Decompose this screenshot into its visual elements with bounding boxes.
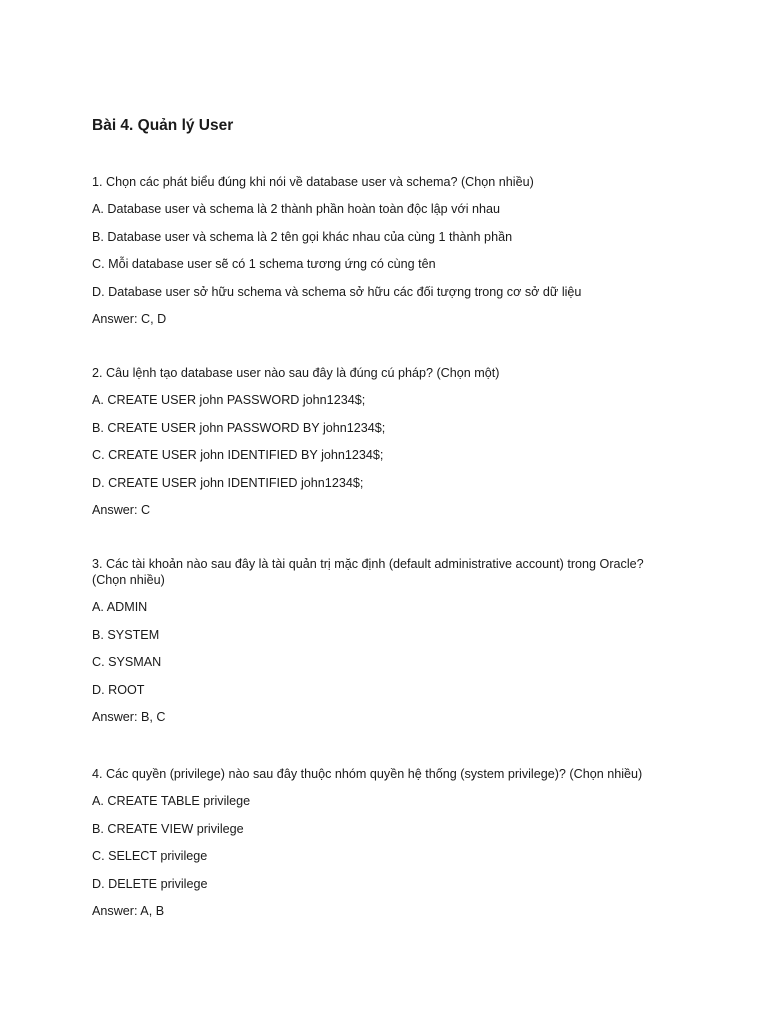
question-block-4 — [92, 766, 682, 919]
question-text: 2. Câu lệnh tạo database user nào sau đây là đúng cú pháp? (Chọn một) — [92, 366, 500, 380]
option-a: A. CREATE TABLE privilege — [92, 794, 251, 808]
option-b: B. CREATE USER john PASSWORD BY john1234$; — [92, 420, 386, 435]
option-d: D. DELETE privilege — [92, 876, 208, 891]
question-block-1 — [92, 174, 682, 327]
question-block-3 — [92, 556, 682, 725]
option-c: C. Mỗi database user sẽ có 1 schema tương ứng có cùng tên — [92, 257, 436, 271]
option-c: C. SYSMAN — [92, 655, 162, 669]
option-c: C. SELECT privilege — [92, 849, 208, 863]
answer-text: Answer: B, C — [92, 710, 166, 724]
option-a: A. CREATE USER john PASSWORD john1234$; — [92, 393, 366, 407]
question-text: 4. Các quyền (privilege) nào sau đây thuộc nhóm quyền hệ thống (system privilege)? (Chọn nhiều) — [92, 767, 643, 781]
answer-text: Answer: C — [92, 503, 151, 517]
question-text: 3. Các tài khoản nào sau đây là tài quản trị mặc định (default administrative account) trong Oracle? (Chọn nhiều) — [92, 557, 644, 587]
option-b: B. Database user và schema là 2 tên gọi khác nhau của cùng 1 thành phần — [92, 229, 513, 244]
answer-text: Answer: A, B — [92, 904, 165, 918]
option-d: D. Database user sở hữu schema và schema sở hữu các đối tượng trong cơ sở dữ liệu — [92, 284, 582, 299]
question-block-2 — [92, 365, 682, 518]
option-d: D. CREATE USER john IDENTIFIED john1234$; — [92, 475, 364, 490]
option-d: D. ROOT — [92, 682, 145, 697]
option-a: A. Database user và schema là 2 thành phần hoàn toàn độc lập với nhau — [92, 202, 501, 216]
option-c: C. CREATE USER john IDENTIFIED BY john1234$; — [92, 448, 384, 462]
option-b: B. SYSTEM — [92, 627, 160, 642]
option-a: A. ADMIN — [92, 600, 148, 614]
option-b: B. CREATE VIEW privilege — [92, 821, 244, 836]
page-title: Bài 4. Quản lý User — [92, 117, 234, 134]
answer-text: Answer: C, D — [92, 312, 167, 326]
document-page — [92, 116, 692, 918]
question-text: 1. Chọn các phát biểu đúng khi nói về database user và schema? (Chọn nhiều) — [92, 175, 534, 189]
